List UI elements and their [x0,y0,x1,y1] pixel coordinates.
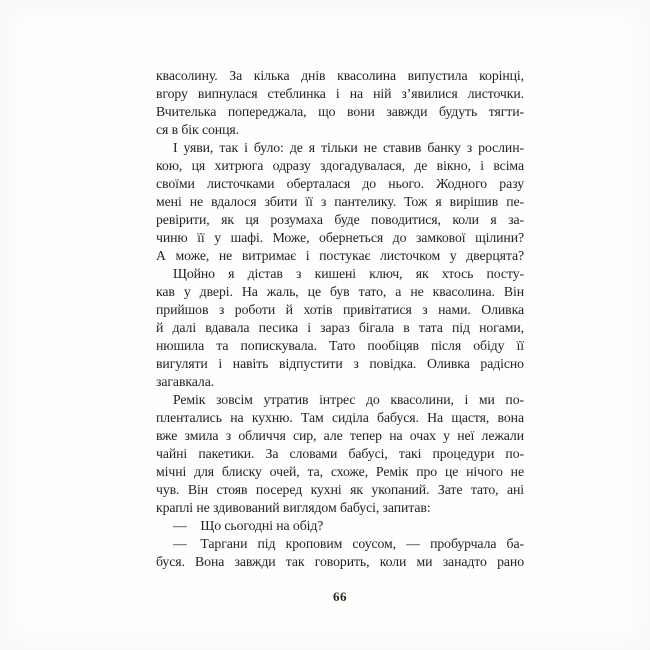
text-line: вже змила з обличчя сир, але тепер на очах у неї лежали [156,428,524,443]
text-block [156,67,524,571]
text-line: вигуляти і навіть відпустити з повідка. Оливка радісно [156,356,524,371]
text-line: Ремік зовсім утратив інтрес до квасолини, і ми по- [173,392,524,407]
text-line: нюшила та попискувала. Тато пообіцяв після обіду її [156,338,524,353]
text-line: — Таргани під кроповим соусом, — пробурчала ба- [173,536,524,551]
text-line: загавкала. [156,374,215,389]
text-line: буся. Вона завжди так говорить, коли ми занадто рано [156,554,524,569]
text-line: кав у двері. На жаль, це був тато, а не квасолина. Він [156,284,524,299]
text-line: І уяви, так і було: де я тільки не ставив банку з рослин- [173,140,524,155]
text-line: Щойно я дістав з кишені ключ, як хтось посту- [173,266,524,281]
text-line: й далі вдавала песика і зараз бігала в тата під ногами, [156,320,524,335]
text-line: ся в бік сонця. [156,122,239,137]
text-line: квасолину. За кілька днів квасолина випустила корінці, [156,68,524,83]
text-line: чайні пакетики. За словами бабусі, такі процедури по- [156,446,524,461]
text-line: мені не вдалося збити її з пантелику. Тож я вирішив пе- [156,194,524,209]
page-number: 66 [333,589,347,604]
text-line: своїми листочками оберталася до нього. Жодного разу [156,176,524,191]
text-line: чув. Він стояв посеред кухні як укопаний. Зате тато, ані [156,482,524,497]
text-line: плентались на кухню. Там сиділа бабуся. На щастя, вона [156,410,524,425]
text-line: краплі не здивований виглядом бабусі, запитав: [156,500,431,515]
text-line: вгору випнулася стеблинка і на ній з’явилися листочки. [156,86,524,101]
text-line: мічні для блиску очей, та, схоже, Ремік про це нічого не [156,464,524,479]
text-line: — Що сьогодні на обід? [173,518,324,533]
text-line: А може, не витримає і постукає листочком у дверцята? [156,248,524,263]
text-line: ревірити, як ця розумаха буде поводитися, коли я за- [156,212,524,227]
text-line: кою, ця хитрюга одразу здогадувалася, де вікно, і всіма [156,158,524,173]
text-line: чиню її у шафі. Може, обернеться до замкової щілини? [156,230,524,245]
text-line: Вчителька попереджала, що вони завжди будуть тягти- [156,104,524,119]
text-line: прийшов з роботи й хотів привітатися з нами. Оливка [156,302,524,317]
